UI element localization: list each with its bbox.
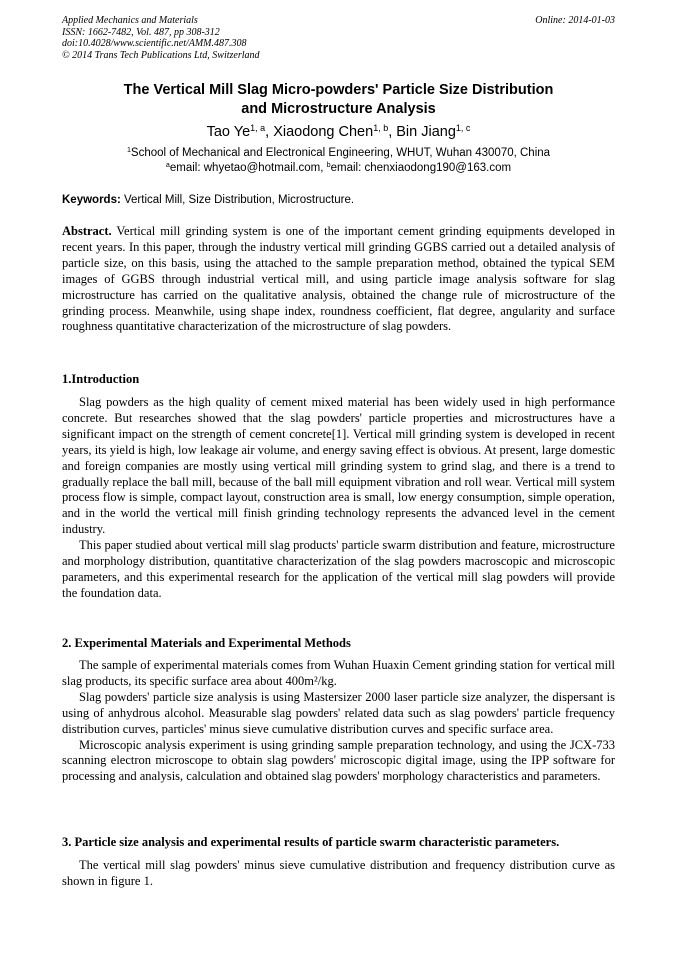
section-materials-methods bbox=[62, 658, 615, 785]
section-heading-particle-size: 3. Particle size analysis and experimental results of particle swarm characteristic parameters. bbox=[62, 835, 560, 849]
abstract-label: Abstract. bbox=[62, 224, 112, 238]
doi-line: doi:10.4028/www.scientific.net/AMM.487.308 bbox=[62, 38, 247, 49]
paragraph: This paper studied about vertical mill slag products' particle swarm distribution and feature, microstructure and morphology distribution, quantitative characterization of the slag powders macroscopic and microscopic parameters, and this experimental research for the application of the vertical mill slag powders will provide the foundation data. bbox=[62, 538, 615, 600]
keywords-label: Keywords: bbox=[62, 194, 121, 206]
title-line-2: and Microstructure Analysis bbox=[241, 101, 436, 117]
affiliation-line bbox=[62, 146, 615, 161]
email-b: email: chenxiaodong190@163.com bbox=[330, 162, 512, 174]
author-list bbox=[62, 123, 615, 141]
abstract-text: Vertical mill grinding system is one of the important cement grinding equipments developed in recent years. In this paper, through the industry vertical mill grinding GGBS carried out a detailed analysis of particle size, on this basis, using the attached to the sample preparation method, obtained the typical SEM images of GGBS through industrial vertical mill, and using particle image analysis software for slag microstructure has carried on the qualitative analysis, obtained the change rule of microstructure of the grinding process. Meanwhile, using shape index, roundness coefficient, flat degree, angularity and surface roughness quantitative characterization of the microstructure of slag powders. bbox=[62, 224, 615, 334]
section-introduction bbox=[62, 395, 615, 602]
author-separator: , bbox=[388, 124, 397, 140]
email-a: email: whyetao@hotmail.com, bbox=[169, 162, 327, 174]
affiliation-block bbox=[62, 146, 615, 176]
email-superscript: a bbox=[165, 161, 170, 170]
abstract bbox=[62, 224, 615, 335]
author-superscript: 1, b bbox=[373, 123, 389, 134]
title-line-1: The Vertical Mill Slag Micro-powders' Particle Size Distribution bbox=[123, 82, 554, 98]
keywords-text: Vertical Mill, Size Distribution, Microstructure. bbox=[120, 194, 355, 206]
online-date: Online: 2014-01-03 bbox=[535, 15, 615, 26]
section-heading-introduction: 1.Introduction bbox=[62, 372, 140, 386]
email-line bbox=[62, 161, 615, 176]
issn-line: ISSN: 1662-7482, Vol. 487, pp 308-312 bbox=[62, 26, 220, 38]
author-name: Xiaodong Chen bbox=[273, 124, 374, 140]
paragraph: The vertical mill slag powders' minus sieve cumulative distribution and frequency distribution curve as shown in figure 1. bbox=[62, 858, 615, 888]
email-superscript: b bbox=[326, 161, 331, 170]
paragraph: The sample of experimental materials comes from Wuhan Huaxin Cement grinding station for vertical mill slag products, its specific surface area about 400m²/kg. bbox=[62, 658, 615, 688]
section-particle-size bbox=[62, 858, 615, 890]
paragraph: Slag powders as the high quality of cement mixed material has been widely used in high performance concrete. But researches showed that the slag powders' particle properties and microstructures have a significant impact on the strength of cement concrete[1]. Vertical mill grinding system is developed in recent years, its yield is high, low leakage air volume, and energy saving effect is obvious. At present, large domestic and foreign companies are mostly using vertical mill grinding system to grind slag, and there is a trend to gradually replace the ball mill, because of the ball mill equipment vibration and roll wear. Vertical mill system process flow is simple, compact layout, construction area is small, low energy consumption, simple operation, and in the world the vertical mill finish grinding technology represents the advanced level in the cement industry. bbox=[62, 395, 615, 537]
author-superscript: 1, a bbox=[250, 123, 266, 134]
copyright-line: © 2014 Trans Tech Publications Ltd, Switzerland bbox=[62, 49, 260, 61]
author-name: Tao Ye bbox=[206, 124, 251, 140]
paper-title bbox=[62, 81, 615, 119]
affiliation-superscript: 1 bbox=[126, 146, 131, 155]
running-header bbox=[62, 15, 615, 61]
section-heading-materials-methods: 2. Experimental Materials and Experimental Methods bbox=[62, 636, 351, 650]
author-separator: , bbox=[265, 124, 274, 140]
author-name: Bin Jiang bbox=[396, 124, 456, 140]
paragraph: Slag powders' particle size analysis is using Mastersizer 2000 laser particle size analyzer, the dispersant is using of anhydrous alcohol. Measurable slag powders' related data such as slag powders' particle frequency distribution curves, particles' minus sieve cumulative distribution curves and specific surface area. bbox=[62, 689, 615, 736]
journal-name: Applied Mechanics and Materials bbox=[62, 15, 198, 26]
author-superscript: 1, c bbox=[455, 123, 471, 134]
paragraph: Microscopic analysis experiment is using grinding sample preparation technology, and using the JCX-733 scanning electron microscope to obtain slag powders' microscopic digital image, using the IPP software for processing and analysis, calculation and obtained slag powders' morphology characteristics and parameters. bbox=[62, 737, 615, 784]
affiliation-school: School of Mechanical and Electronical Engineering, WHUT, Wuhan 430070, China bbox=[130, 147, 551, 159]
keywords-line bbox=[62, 193, 615, 208]
